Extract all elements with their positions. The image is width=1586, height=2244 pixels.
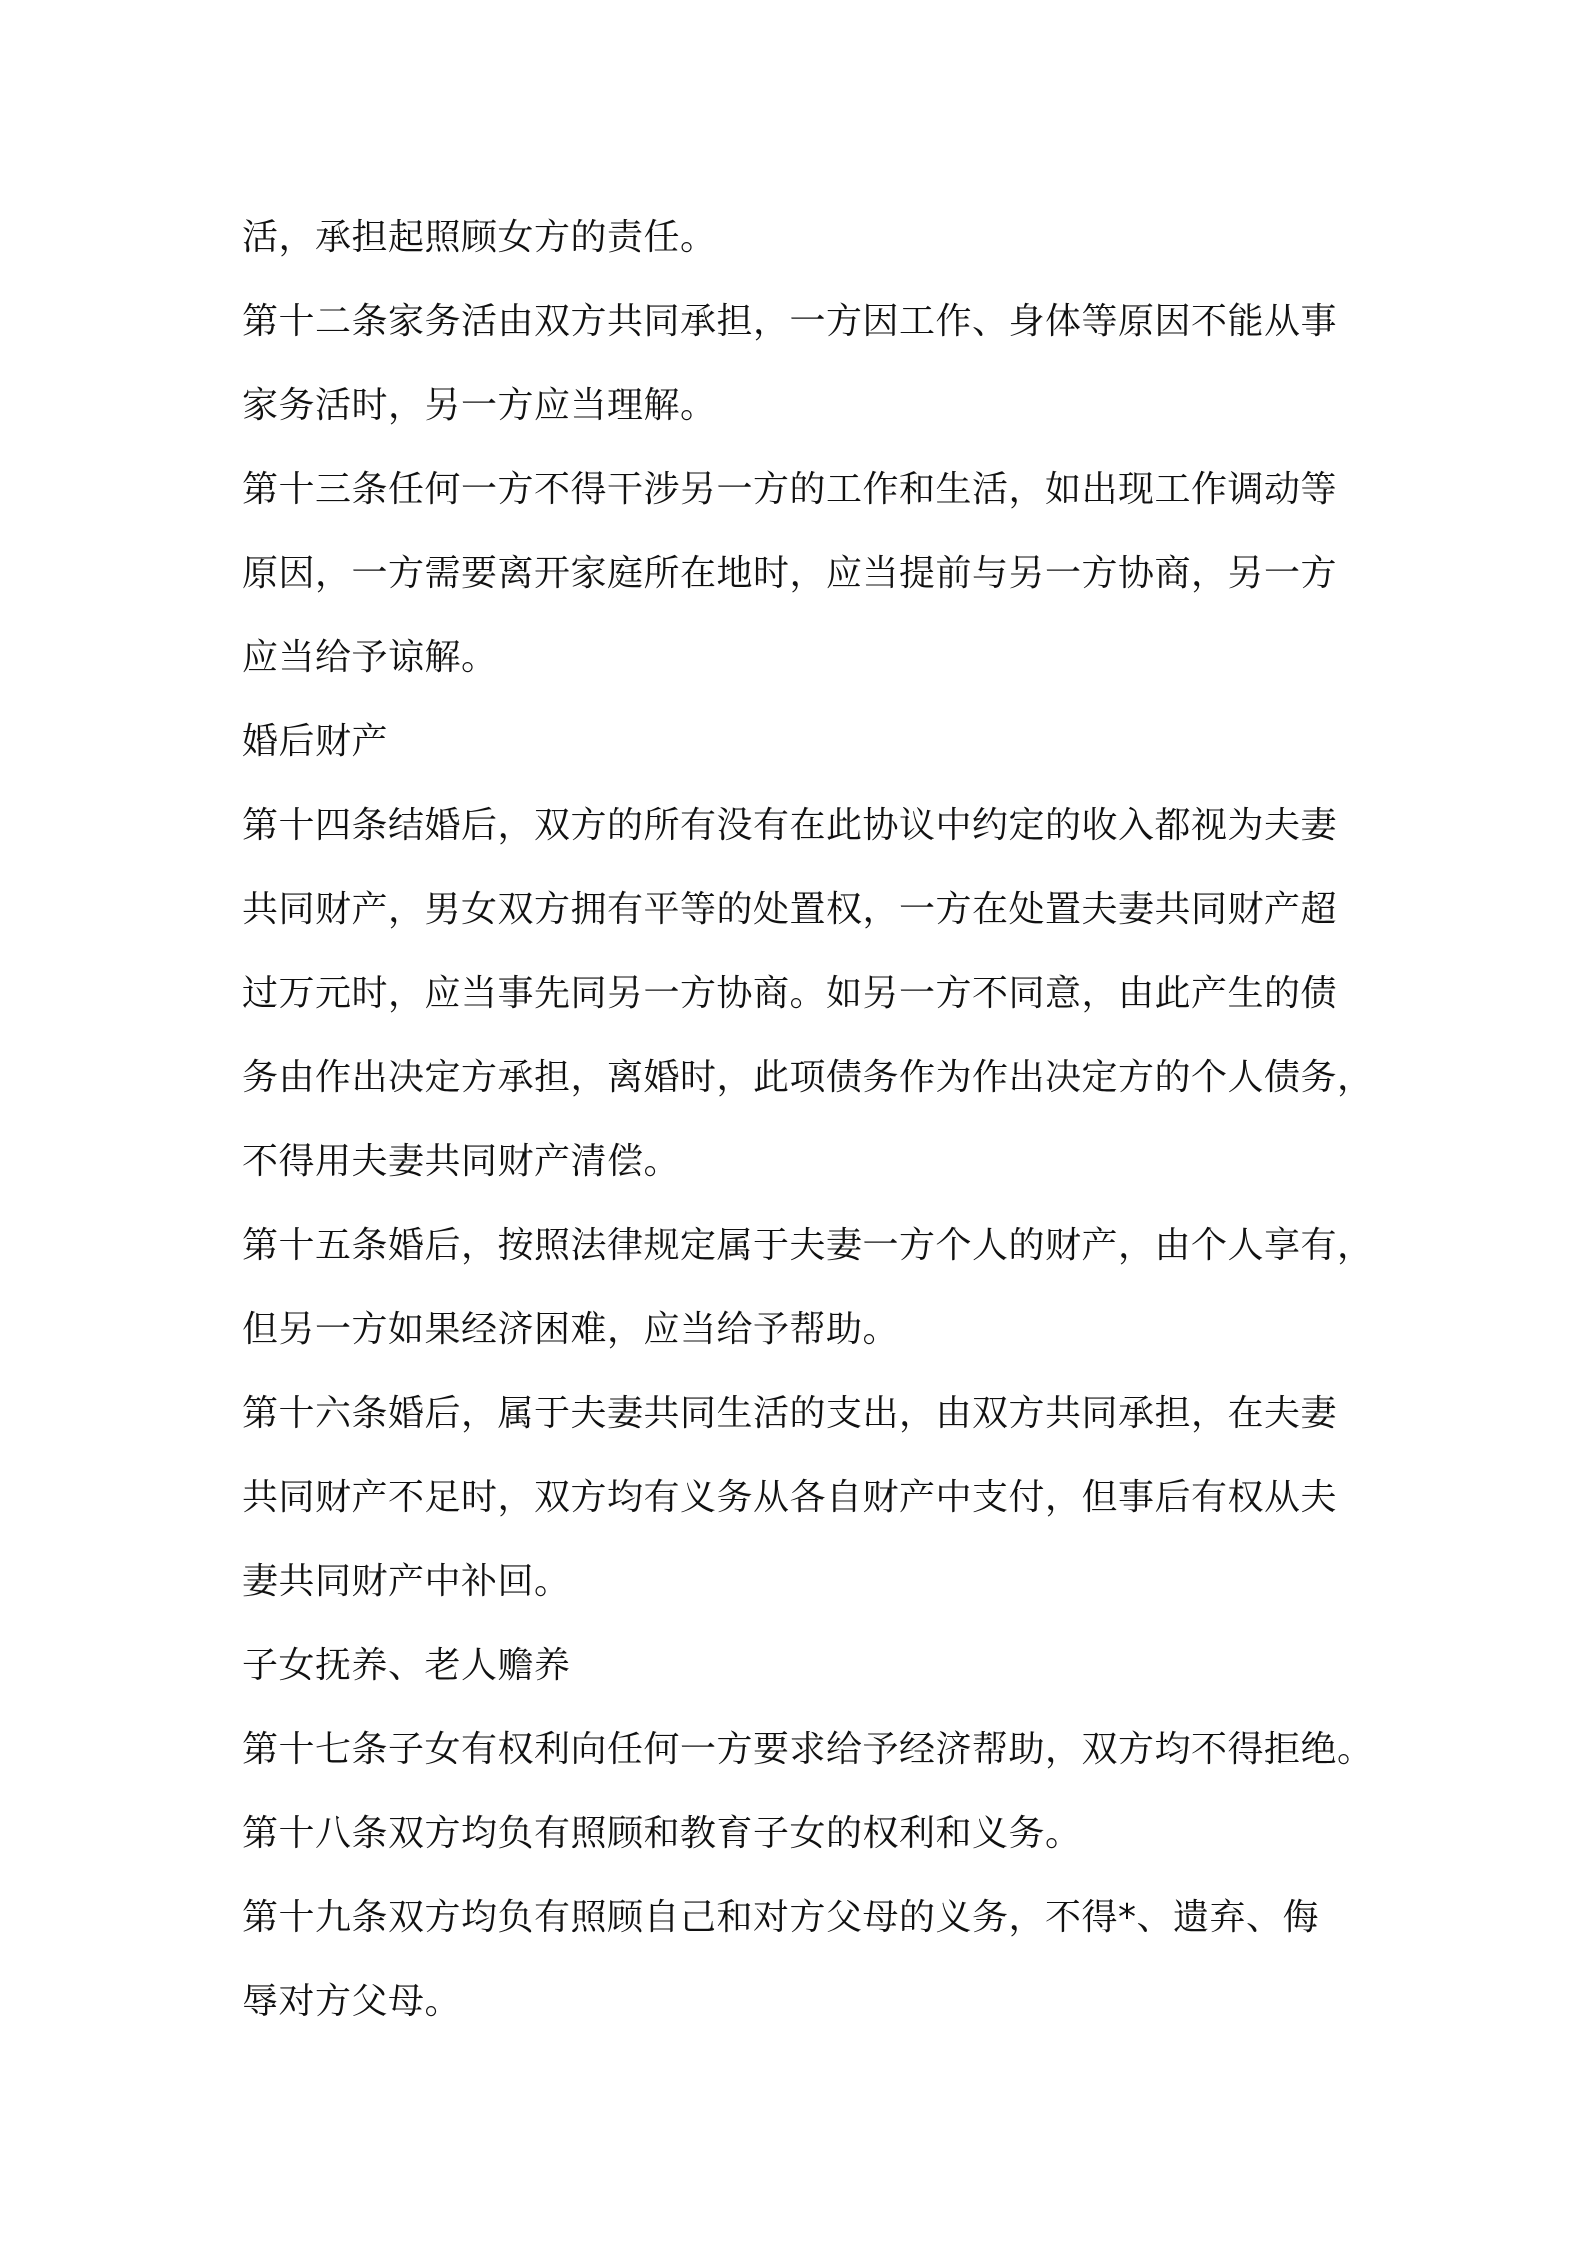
continuation-line: 活，承担起照顾女方的责任。 xyxy=(242,217,717,258)
article-13-line-1: 第十三条任何一方不得干涉另一方的工作和生活，如出现工作调动等 xyxy=(242,469,1338,510)
article-14-line-1: 第十四条结婚后，双方的所有没有在此协议中约定的收入都视为夫妻 xyxy=(242,805,1338,846)
article-14-line-3: 过万元时，应当事先同另一方协商。如另一方不同意，由此产生的债 xyxy=(242,973,1338,1014)
article-14-line-5: 不得用夫妻共同财产清偿。 xyxy=(242,1141,681,1182)
article-15-line-1: 第十五条婚后，按照法律规定属于夫妻一方个人的财产，由个人享有， xyxy=(242,1225,1374,1266)
document-body xyxy=(242,196,1372,2044)
article-18-line-1: 第十八条双方均负有照顾和教育子女的权利和义务。 xyxy=(242,1813,1082,1854)
article-14-line-4: 务由作出决定方承担，离婚时，此项债务作为作出决定方的个人债务， xyxy=(242,1057,1374,1098)
article-14-line-2: 共同财产，男女双方拥有平等的处置权，一方在处置夫妻共同财产超 xyxy=(242,889,1338,930)
article-16-line-2: 共同财产不足时，双方均有义务从各自财产中支付，但事后有权从夫 xyxy=(242,1477,1338,1518)
article-12-line-2: 家务活时，另一方应当理解。 xyxy=(242,385,717,426)
article-19-line-1: 第十九条双方均负有照顾自己和对方父母的义务，不得*、遗弃、侮 xyxy=(242,1897,1320,1938)
article-15-line-2: 但另一方如果经济困难，应当给予帮助。 xyxy=(242,1309,900,1350)
article-13-line-2: 原因，一方需要离开家庭所在地时，应当提前与另一方协商，另一方 xyxy=(242,553,1338,594)
article-16-line-3: 妻共同财产中补回。 xyxy=(242,1561,571,1602)
article-17-line-1: 第十七条子女有权利向任何一方要求给予经济帮助，双方均不得拒绝。 xyxy=(242,1729,1374,1770)
article-19-line-2: 辱对方父母。 xyxy=(242,1981,462,2022)
article-16-line-1: 第十六条婚后，属于夫妻共同生活的支出，由双方共同承担，在夫妻 xyxy=(242,1393,1338,1434)
section-heading-marital-property: 婚后财产 xyxy=(242,721,389,762)
section-heading-child-elder-care: 子女抚养、老人赡养 xyxy=(242,1645,571,1686)
article-13-line-3: 应当给予谅解。 xyxy=(242,637,498,678)
article-12-line-1: 第十二条家务活由双方共同承担，一方因工作、身体等原因不能从事 xyxy=(242,301,1338,342)
